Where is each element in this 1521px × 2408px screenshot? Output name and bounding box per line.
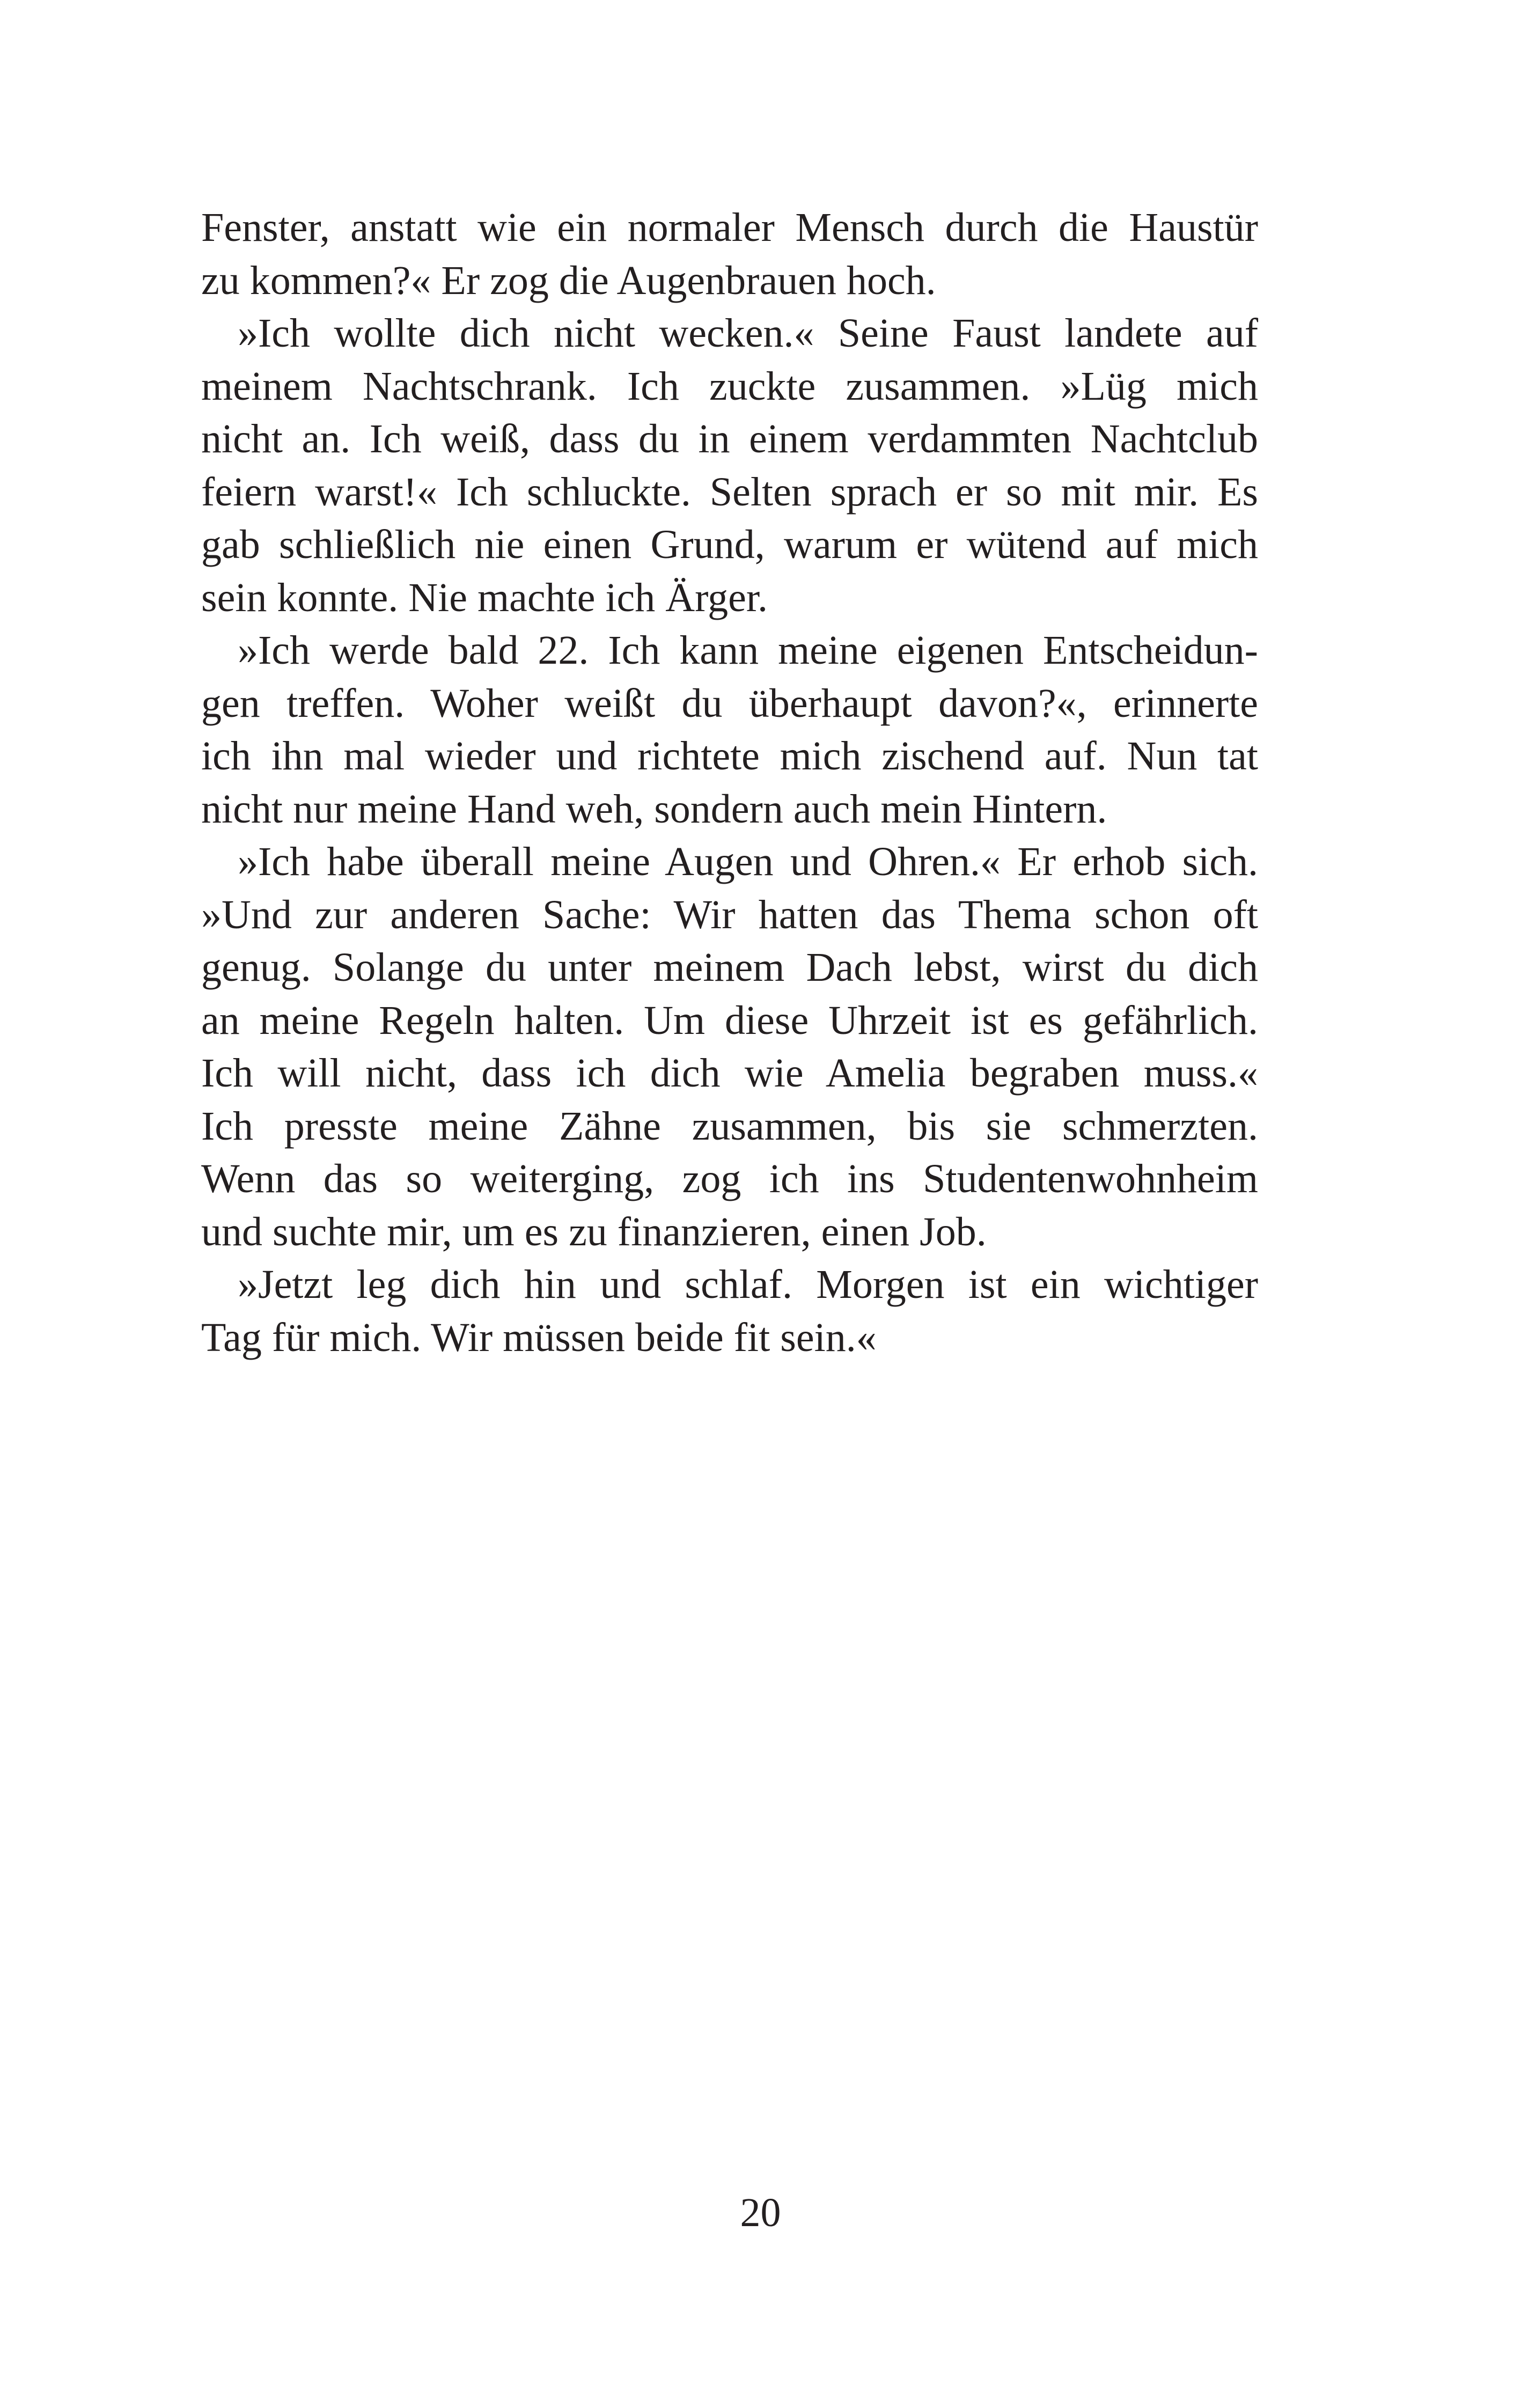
text-line: Tag für mich. Wir müssen beide fit sein.«: [201, 1315, 877, 1360]
text-line: nicht nur meine Hand weh, sondern auch mein Hintern.: [201, 786, 1107, 832]
text-line: zu kommen?« Er zog die Augenbrauen hoch.: [201, 258, 936, 303]
text-line: Ich will nicht, dass ich dich wie Amelia begraben muss.«: [201, 1051, 1258, 1096]
text-line: und suchte mir, um es zu finanzieren, einen Job.: [201, 1209, 987, 1254]
text-line: Wenn das so weiterging, zog ich ins Studentenwohnheim: [201, 1156, 1258, 1201]
text-line: »Ich habe überall meine Augen und Ohren.« Er erhob sich.: [238, 839, 1258, 884]
text-line: ich ihn mal wieder und richtete mich zischend auf. Nun tat: [201, 733, 1258, 779]
text-line: Ich presste meine Zähne zusammen, bis sie schmerzten.: [201, 1103, 1258, 1149]
text-line: genug. Solange du unter meinem Dach lebst, wirst du dich: [201, 945, 1258, 990]
text-line: meinem Nachtschrank. Ich zuckte zusammen. »Lüg mich: [201, 363, 1258, 409]
text-line: »Ich wollte dich nicht wecken.« Seine Faust landete auf: [238, 311, 1258, 356]
text-line: feiern warst!« Ich schluckte. Selten sprach er so mit mir. Es: [201, 469, 1258, 515]
text-line: nicht an. Ich weiß, dass du in einem verdammten Nachtclub: [201, 416, 1258, 461]
text-line: gen treffen. Woher weißt du überhaupt davon?«, erinnerte: [201, 680, 1258, 726]
page-number: 20: [740, 2190, 781, 2235]
text-line: Fenster, anstatt wie ein normaler Mensch durch die Haustür: [201, 205, 1258, 250]
text-line: »Ich werde bald 22. Ich kann meine eigenen Entscheidun-: [238, 628, 1258, 673]
text-line: »Jetzt leg dich hin und schlaf. Morgen ist ein wichtiger: [238, 1262, 1258, 1307]
text-line: an meine Regeln halten. Um diese Uhrzeit ist es gefährlich.: [201, 997, 1258, 1043]
text-line: gab schließlich nie einen Grund, warum er wütend auf mich: [201, 522, 1258, 567]
text-line: sein konnte. Nie machte ich Ärger.: [201, 575, 768, 620]
body-text: [201, 201, 1258, 1364]
text-line: »Und zur anderen Sache: Wir hatten das Thema schon oft: [201, 892, 1258, 937]
